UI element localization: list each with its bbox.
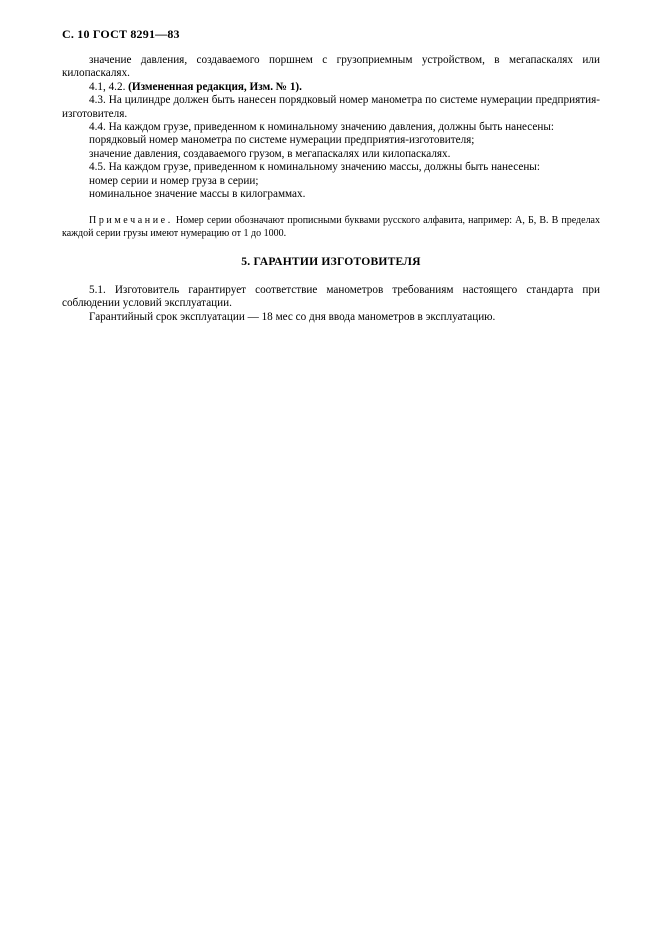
clause-number: 4.1, 4.2.	[89, 80, 126, 93]
amendment-note: (Измененная редакция, Изм. № 1).	[128, 80, 302, 93]
paragraph-4-4: 4.4. На каждом грузе, приведенном к номинальному значению давления, должны быть нанесены:	[89, 121, 554, 134]
note-label: Примечание.	[89, 215, 173, 227]
note	[62, 214, 600, 240]
section-title: 5. ГАРАНТИИ ИЗГОТОВИТЕЛЯ	[241, 255, 421, 269]
paragraph-4-5: 4.5. На каждом грузе, приведенном к номинальному значению массы, должны быть нанесены:	[89, 161, 540, 174]
document-body	[62, 54, 600, 324]
paragraph-warranty-period: Гарантийный срок эксплуатации — 18 мес со дня ввода манометров в эксплуатацию.	[89, 310, 496, 323]
list-item-pressure-value: значение давления, создаваемого грузом, в мегапаскалях или килопаскалях.	[89, 147, 451, 160]
paragraph-4-3: 4.3. На цилиндре должен быть нанесен порядковый номер манометра по системе нумерации предприятия-изготовителя.	[62, 94, 600, 120]
paragraph-amendment	[62, 81, 600, 94]
list-item-series-number: номер серии и номер груза в серии;	[89, 174, 259, 187]
paragraph-5-1: 5.1. Изготовитель гарантирует соответствие манометров требованиям настоящего стандарта при соблюдении условий эксплуатации.	[62, 283, 600, 310]
note-text: Номер серии обозначают прописными буквами русского алфавита, например: А, Б, В. В пределах каждой серии грузы имеют нумерацию от 1 до 1000.	[62, 215, 600, 240]
paragraph-pressure-value: значение давления, создаваемого поршнем с грузоприемным устройством, в мегапаскалях или килопаскалях.	[62, 54, 600, 80]
list-item-serial-number: порядковый номер манометра по системе нумерации предприятия-изготовителя;	[89, 134, 475, 147]
list-item-nominal-mass: номинальное значение массы в килограммах.	[89, 188, 306, 201]
page-header: С. 10 ГОСТ 8291—83	[62, 27, 180, 41]
